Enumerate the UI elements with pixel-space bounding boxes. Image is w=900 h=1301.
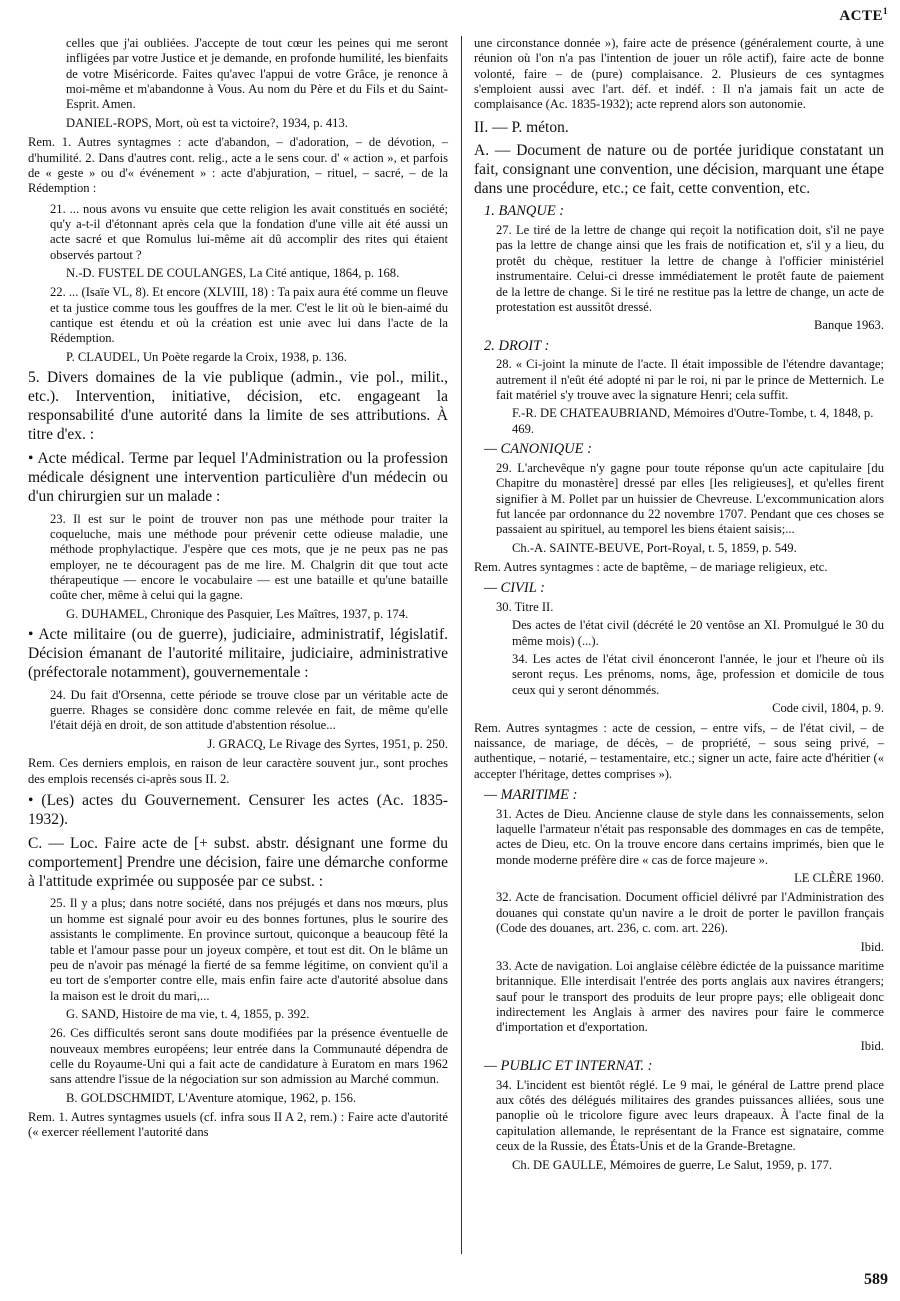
citation-source: G. SAND, Histoire de ma vie, t. 4, 1855, p. 392. <box>66 1006 310 1021</box>
remark-block: Rem. 1. Autres syntagmes usuels (cf. infra sous II A 2, rem.) : Faire acte d'autorité (« exercer réellement l'autorité dans <box>28 1110 448 1140</box>
subsection-droit: 2. DROIT : <box>484 337 550 354</box>
example-27: 27. Le tiré de la lettre de change qui reçoit la notification doit, s'il ne paye pas la lettre de change ainsi que les frais de notification et, s'il y a lieu, du protêt du chèque, restituer la lettre de change à l'officier ministériel instrumentaire. Celui-ci dresse immédiatement le protêt faute de paiement de la lettre de change. Si le tiré ne restitue pas la lettre de change, un acte de protestation est aussitôt dressé. <box>496 223 884 314</box>
example-34: 34. L'incident est bientôt réglé. Le 9 mai, le général de Lattre prend place aux côtés des délégués militaires des grandes puissances alliées, sous une panoplie où le tricolore figure avec leurs drapeaux. À l'acte final de la capitulation allemande, le représentant de la France est signataire, comme ceux de la Russie, des États-Unis et de la Grande-Bretagne. <box>496 1077 884 1154</box>
example-30-article: 34. Les actes de l'état civil énonceront l'année, le jour et l'heure où ils seront reçus. Les prénoms, noms, âge, profession et domicile de tous ceux qui y seront dénommés. <box>512 652 884 697</box>
example-30-heading: Des actes de l'état civil (décrété le 20 ventôse an XI. Promulgué le 30 du même mois) (...). <box>512 618 884 648</box>
citation-source: Ch.-A. SAINTE-BEUVE, Port-Royal, t. 5, 1859, p. 549. <box>512 540 797 555</box>
right-column <box>474 36 884 1177</box>
remark-block: Rem. 1. Autres syntagmes : acte d'abandon, – d'adoration, – de dévotion, – d'humilité. 2. Dans d'autres cont. relig., acte a le sens cour. d' « action », et parfois de « geste » ou d'« événement » : acte d'abjuration, – rituel, – sacré, – de la Rédemption : <box>28 135 448 196</box>
example-28: 28. « Ci-joint la minute de l'acte. Il était impossible de l'étendre davantage; autrement il n'eût été adopté ni par le roi, ni par le prince de Metternich. Le fait matériel s'y trouve avec la signature Henri; cela suffit. <box>496 357 884 403</box>
remark-block: Rem. Ces derniers emplois, en raison de leur caractère souvent jur., sont proches des emplois recensés ci-après sous II. 2. <box>28 756 448 786</box>
citation-source: Ibid. <box>860 939 884 954</box>
example-22: 22. ... (Isaïe VL, 8). Et encore (XLVIII, 18) : Ta paix aura été comme un fleuve et ta justice comme tous les gouffres de la mer. C'est le lit où le bien-aimé du cantique est étendu et où la création est unie avec lui dans l'acte de la Rédemption. <box>50 285 448 346</box>
example-26: 26. Ces difficultés seront sans doute modifiées par la présence éventuelle de nouveaux membres européens; leur entrée dans la Communauté dépendra de celle du Royaume-Uni qui a fait acte de candidature à Euratom en mars 1962 sans attendre l'issue de la négociation sur son admission au Marché commun. <box>50 1026 448 1087</box>
citation-source: P. CLAUDEL, Un Poète regarde la Croix, 1938, p. 136. <box>66 349 347 364</box>
citation-source: Code civil, 1804, p. 9. <box>772 701 884 716</box>
remark-block: Rem. Autres syntagmes : acte de baptême, – de mariage religieux, etc. <box>474 559 828 574</box>
column-divider <box>461 36 462 1254</box>
subsection-public: — PUBLIC ET INTERNAT. : <box>484 1058 653 1075</box>
example-29: 29. L'archevêque n'y gagne pour toute réponse qu'un acte capitulaire [du Chapitre du monastère] dressé par elles [les religieuses], et qu'elles firent signifier à M. Pollet par un huissier de Chevreuse. L'excommunication alors fut lancée par ordonnance du 22 novembre 1707. Pendant que ces choses se passaient au spirituel, au temporel les biens étaient saisis;... <box>496 460 884 537</box>
example-32: 32. Acte de francisation. Document officiel délivré par l'Administration des douanes qui constate qu'un navire a le droit de porter le pavillon français (Code des douanes, art. 236, c. com. art. 226). <box>496 890 884 936</box>
citation-source: B. GOLDSCHMIDT, L'Aventure atomique, 1962, p. 156. <box>66 1090 357 1105</box>
subsection-banque: 1. BANQUE : <box>484 203 565 220</box>
citation-source: DANIEL-ROPS, Mort, où est ta victoire?, 1934, p. 413. <box>66 115 348 130</box>
example-23: 23. Il est sur le point de trouver non pas une méthode pour traiter la coqueluche, mais une méthode pour prévenir cette odieuse maladie, une méthode prophylactique. J'espère que ces mots, que je ne peux pas ne pas employer, ne te découragent pas de me lire. M. Chalgrin dit que tout acte thérapeutique — encore le vocabulaire — est une bataille et qu'une bataille coûte cher, même à celui qui la gagne. <box>50 511 448 603</box>
citation-source: Banque 1963. <box>814 318 884 333</box>
example-24: 24. Du fait d'Orsenna, cette période se trouve close par un véritable acte de guerre. Rhages se considère donc comme relevée en fait, de même qu'elle l'était déjà en droit, de son attitude d'abstention résolue... <box>50 687 448 733</box>
subsection-civil: — CIVIL : <box>484 580 545 597</box>
example-25: 25. Il y a plus; dans notre société, dans nos préjugés et dans nos mœurs, plus un homme est signalé pour avoir eu des bonnes fortunes, plus le sourire des assistants le complimente. En province surtout, quiconque a beaucoup fêté la table et l'amour passe pour un joyeux compère, et tout est dit. On le blâme un peu de n'avoir pas ménagé la fierté de sa femme légitime, on convient qu'il a eu tort de s'emporter contre elle, mais enfin faire acte d'autorité absolue dans la maison est le droit du mari,... <box>50 896 448 1003</box>
section-II: II. — P. méton. <box>474 118 569 136</box>
prayer-quote: celles que j'ai oubliées. J'accepte de tout cœur les peines qui me seront infligées par votre Justice et je demande, en profonde humilité, les bienfaits de votre Miséricorde. Faites qu'avec l'appui de votre Grâce, je renonce à moi-même et m'abandonne à Vous. Au nom du Père et du Fils et du Saint-Esprit. Amen. <box>66 36 448 112</box>
example-21: 21. ... nous avons vu ensuite que cette religion les avait constitués en société; qu'y a-t-il d'étonnant après cela que la fondation d'une ville ait été aussi un acte sacré et que Romulus lui-même ait dû accomplir des rites qui étaient observés partout ? <box>50 201 448 262</box>
example-30-title: 30. Titre II. <box>496 600 554 614</box>
running-header: ACTE$^1$ <box>839 6 888 24</box>
citation-source: LE CLÈRE 1960. <box>794 871 884 886</box>
citation-source: N.-D. FUSTEL DE COULANGES, La Cité antique, 1864, p. 168. <box>66 266 400 281</box>
definition-actes-gouvernement: • (Les) actes du Gouvernement. Censurer les actes (Ac. 1835-1932). <box>28 791 448 828</box>
citation-source: J. GRACQ, Le Rivage des Syrtes, 1951, p. 250. <box>207 736 448 751</box>
section-C: C. — Loc. Faire acte de [+ subst. abstr. désignant une forme du comportement] Prendre une décision, faire une démarche conforme à l'attitude exprimée ou supposée par ce subst. : <box>28 834 448 890</box>
example-33: 33. Acte de navigation. Loi anglaise célèbre édictée de la puissance maritime britannique. Elle interdisait l'entrée des ports anglais aux navires étrangers; sauf pour le transport des produits de leur propre pays; elle obligeait donc indirectement les Anglais à armer des navires pour faire le commerce d'importation et d'exportation. <box>496 958 884 1035</box>
subsection-maritime: — MARITIME : <box>484 786 578 803</box>
citation-source: F.-R. DE CHATEAUBRIAND, Mémoires d'Outre-Tombe, t. 4, 1848, p. 469. <box>512 406 874 436</box>
remark-block: Rem. Autres syntagmes : acte de cession, – entre vifs, – de l'état civil, – de naissance, de mariage, de décès, – de propriété, – sous seing privé, – authentique, – notarié, – testamentaire, etc.; signer un acte, faire acte d'héritier (« accepter l'héritage, dettes comprises »). <box>474 720 884 781</box>
definition-acte-militaire: • Acte militaire (ou de guerre), judiciaire, administratif, législatif. Décision émanant de l'autorité militaire, judiciaire, administrative (préfectorale notamment), gouvernementale : <box>28 626 448 681</box>
citation-source: Ibid. <box>860 1038 884 1053</box>
left-column <box>28 36 448 1146</box>
remark-continuation: une circonstance donnée »), faire acte de présence (généralement courte, à une réunion où l'on n'a pas l'intention de jouer un rôle actif), faire acte de bonne volonté, faire – de (pure) complaisance. 2. Plusieurs de ces syntagmes s'emploient aussi avec l'art. déf. et indéf. : Il n'a jamais fait un acte de complaisance (Ac. 1835-1932); acte reprend alors son autonomie. <box>474 36 884 112</box>
definition-acte-medical: • Acte médical. Terme par lequel l'Administration ou la profession médicale désignent une intervention particulière d'un médecin ou d'un chirurgien sur un malade : <box>28 449 448 505</box>
page-number: 589 <box>864 1271 888 1288</box>
example-31: 31. Actes de Dieu. Ancienne clause de style dans les connaissements, selon laquelle l'armateur n'était pas responsable des dommages en cas de tempête, actes de Dieu, etc. On la trouve encore dans certains imprimés, bien que le monde moderne préfère dire « cas de force majeure ». <box>496 806 884 867</box>
section-5: 5. Divers domaines de la vie publique (admin., vie pol., milit., etc.). Intervention, initiative, décision, etc. engageant la responsabilité d'une autorité dans la limite de ses attributions. À titre d'ex. : <box>28 369 448 443</box>
citation-source: G. DUHAMEL, Chronique des Pasquier, Les Maîtres, 1937, p. 174. <box>66 606 409 621</box>
subsection-canonique: — CANONIQUE : <box>484 441 592 458</box>
section-A: A. — Document de nature ou de portée juridique constatant un fait, consignant une convention, une décision, marquant une étape dans une procédure, etc.; ce fait, cette convention, etc. <box>474 141 884 197</box>
citation-source: Ch. DE GAULLE, Mémoires de guerre, Le Salut, 1959, p. 177. <box>512 1157 833 1172</box>
